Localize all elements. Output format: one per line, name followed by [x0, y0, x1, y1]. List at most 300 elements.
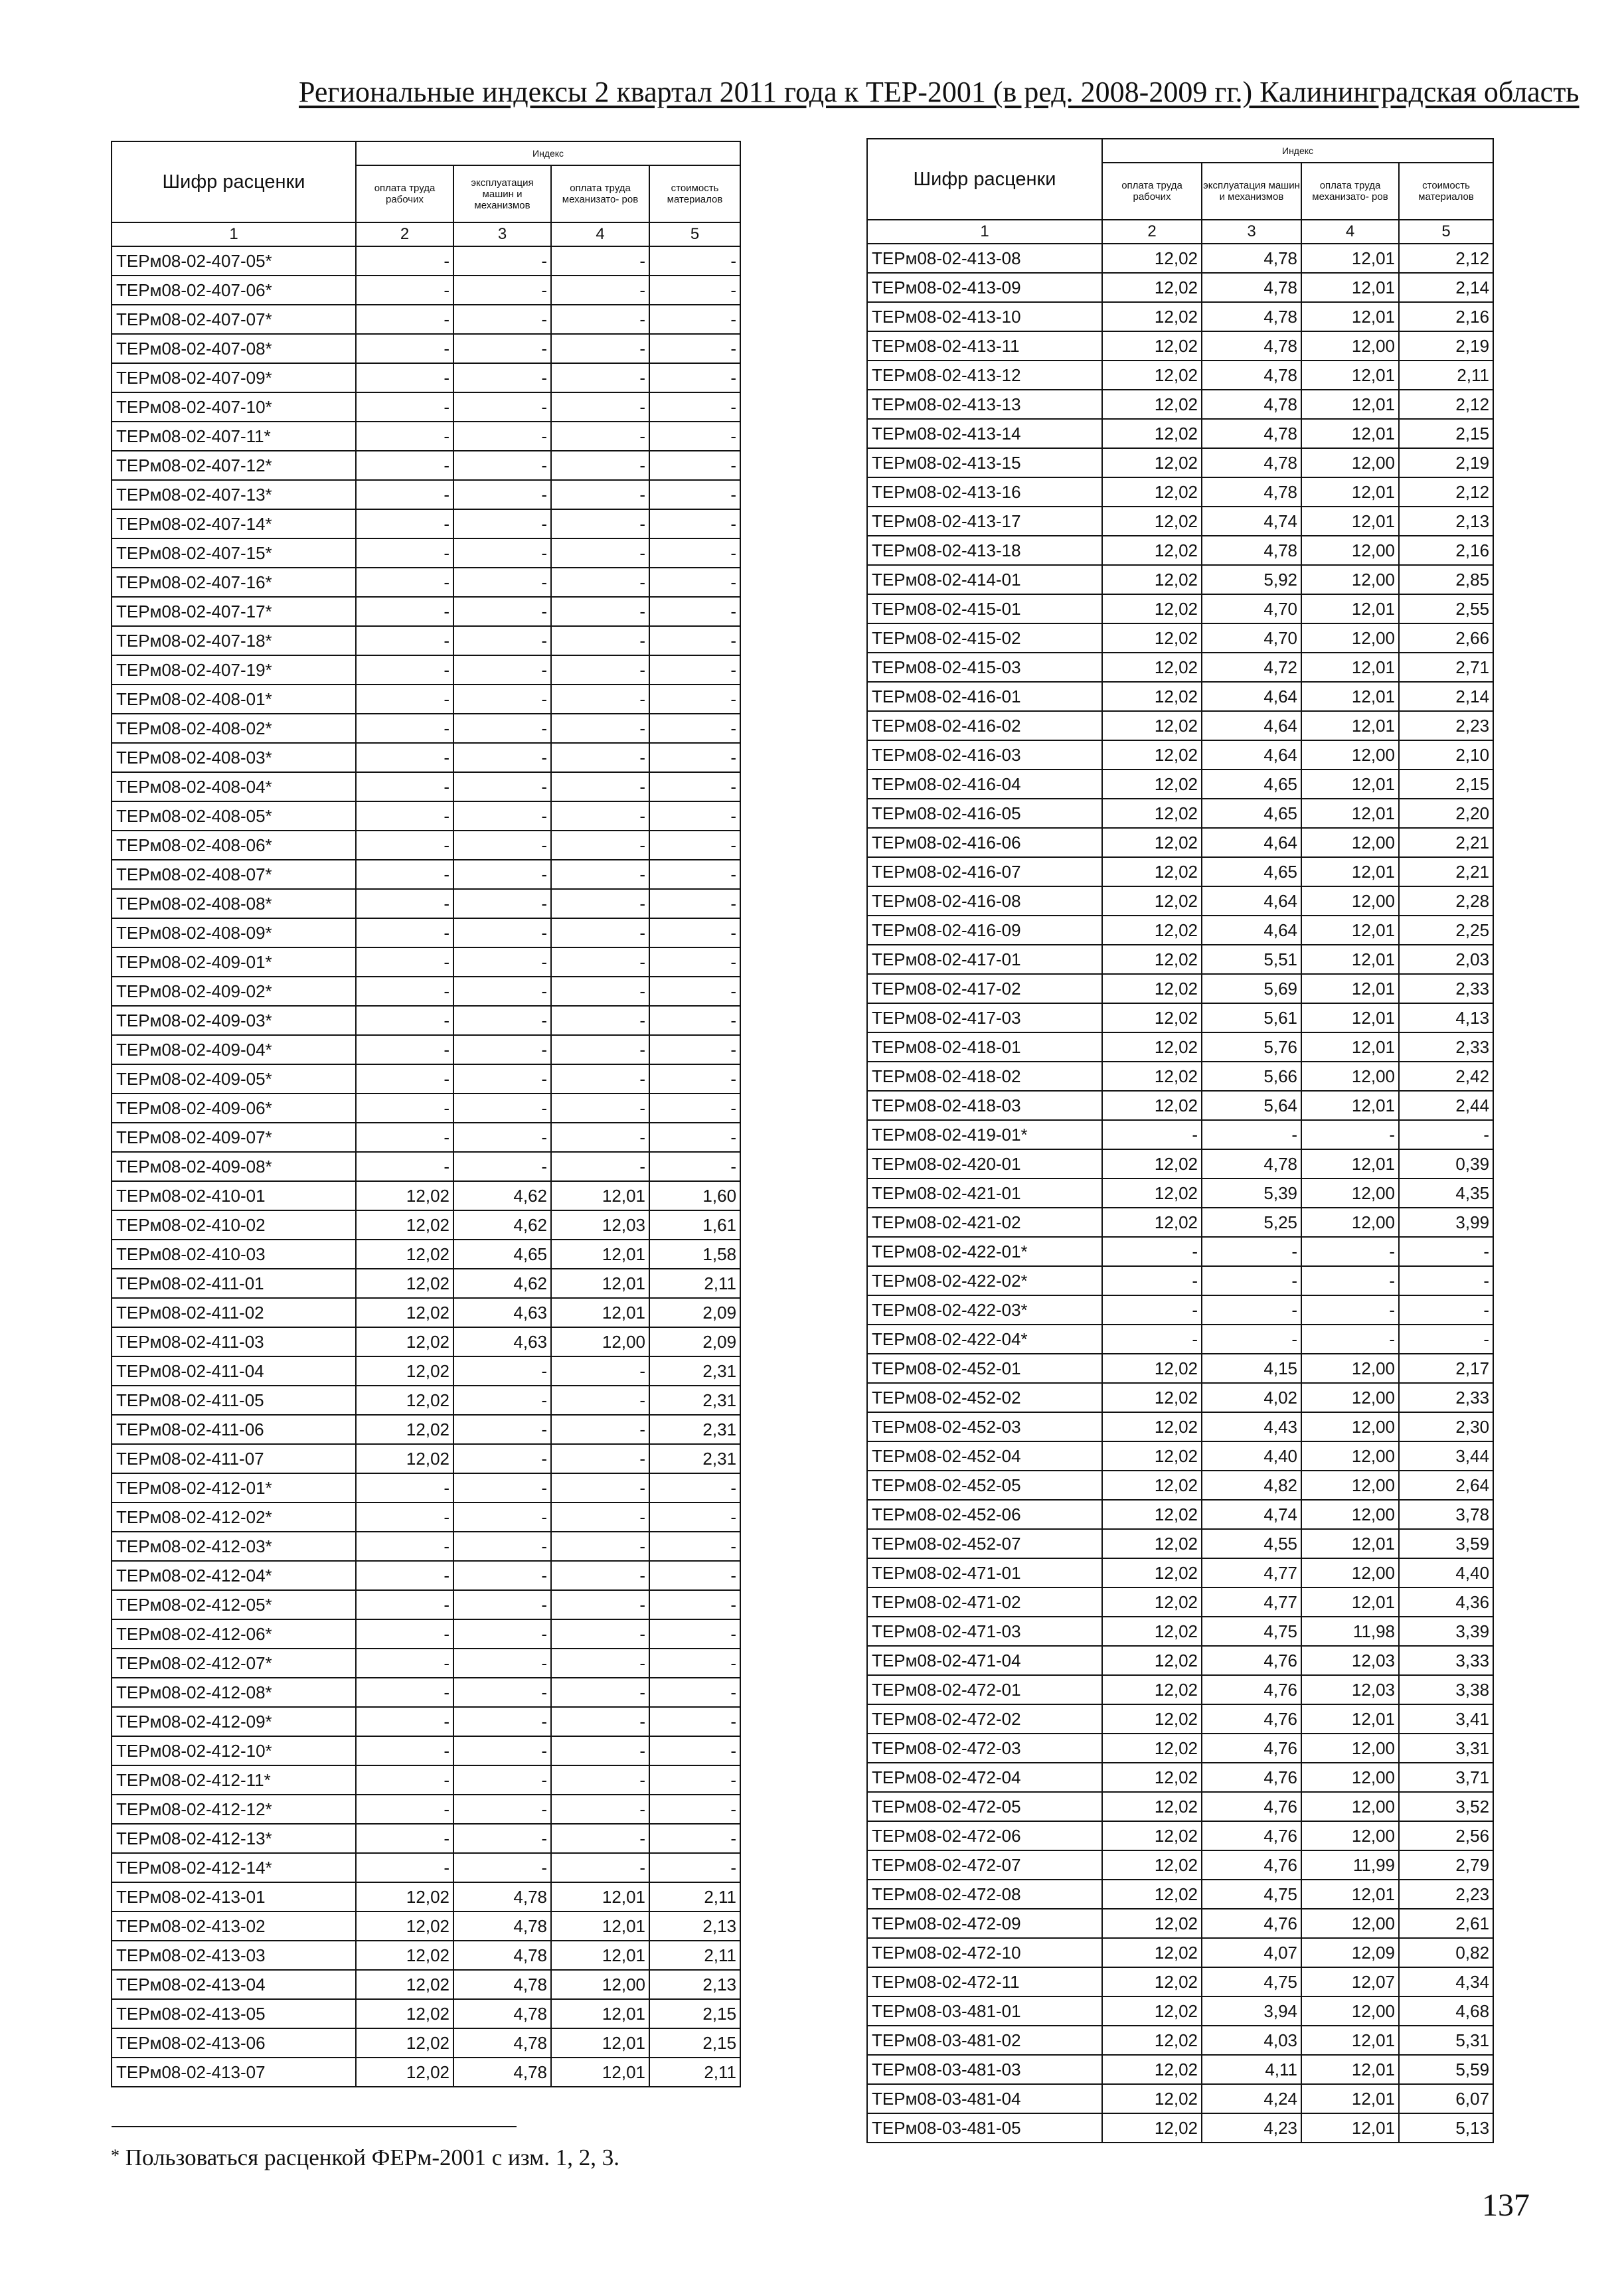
- table-row: [112, 947, 740, 977]
- index-value-cell: -: [356, 568, 453, 597]
- rate-code-cell: ТЕРм08-02-408-08*: [112, 889, 356, 918]
- table-row: [112, 831, 740, 860]
- index-value-cell: 12,02: [1102, 916, 1202, 945]
- rate-code-cell: ТЕРм08-02-409-01*: [112, 947, 356, 977]
- index-value-cell: 2,09: [649, 1298, 740, 1327]
- index-value-cell: -: [551, 1619, 649, 1649]
- table-row: [112, 2028, 740, 2058]
- index-value-cell: 12,01: [1301, 974, 1399, 1003]
- index-value-cell: 2,23: [1399, 711, 1493, 740]
- index-value-cell: 3,31: [1399, 1734, 1493, 1763]
- index-value-cell: 3,33: [1399, 1646, 1493, 1675]
- rate-code-cell: ТЕРм08-02-416-07: [867, 857, 1102, 886]
- rate-code-cell: ТЕРм08-02-413-16: [867, 477, 1102, 507]
- index-value-cell: 12,01: [1301, 1032, 1399, 1062]
- index-value-cell: 12,01: [551, 1999, 649, 2028]
- rate-code-cell: ТЕРм08-02-415-01: [867, 594, 1102, 623]
- index-value-cell: 2,13: [649, 1970, 740, 1999]
- index-value-cell: -: [453, 655, 551, 685]
- index-value-cell: -: [551, 743, 649, 772]
- table-row: [867, 1763, 1493, 1792]
- index-value-cell: 3,78: [1399, 1500, 1493, 1529]
- table-row: [112, 1765, 740, 1795]
- index-value-cell: -: [356, 685, 453, 714]
- index-value-cell: -: [649, 831, 740, 860]
- index-value-cell: -: [1399, 1325, 1493, 1354]
- index-value-cell: -: [649, 977, 740, 1006]
- table-row: [867, 1704, 1493, 1734]
- index-value-cell: -: [551, 947, 649, 977]
- index-value-cell: 12,02: [1102, 682, 1202, 711]
- index-value-cell: 12,02: [1102, 623, 1202, 653]
- index-value-cell: 12,02: [356, 1327, 453, 1356]
- index-value-cell: 2,15: [1399, 419, 1493, 448]
- index-value-cell: -: [649, 1736, 740, 1765]
- table-row: [867, 1120, 1493, 1149]
- table-row: [867, 361, 1493, 390]
- index-value-cell: -: [649, 1473, 740, 1502]
- index-value-cell: 12,00: [1301, 565, 1399, 594]
- index-value-cell: 4,68: [1399, 1996, 1493, 2026]
- rate-code-cell: ТЕРм08-02-407-11*: [112, 422, 356, 451]
- rate-code-cell: ТЕРм08-02-412-09*: [112, 1707, 356, 1736]
- index-value-cell: -: [356, 772, 453, 801]
- index-value-cell: 4,40: [1399, 1558, 1493, 1587]
- rate-code-cell: ТЕРм08-02-452-05: [867, 1471, 1102, 1500]
- index-value-cell: 4,34: [1399, 1967, 1493, 1996]
- index-value-cell: 12,02: [356, 1356, 453, 1386]
- index-value-cell: 12,00: [1301, 1909, 1399, 1938]
- rate-code-cell: ТЕРм08-02-417-03: [867, 1003, 1102, 1032]
- table-row: [867, 1587, 1493, 1617]
- index-value-cell: 12,01: [1301, 1529, 1399, 1558]
- index-value-cell: 4,78: [1202, 331, 1301, 361]
- index-value-cell: -: [551, 1590, 649, 1619]
- table-row: [112, 1152, 740, 1181]
- table-row: [867, 682, 1493, 711]
- index-value-cell: 5,31: [1399, 2026, 1493, 2055]
- index-value-cell: -: [356, 626, 453, 655]
- rate-code-cell: ТЕРм08-02-411-02: [112, 1298, 356, 1327]
- index-value-cell: 2,19: [1399, 331, 1493, 361]
- index-value-cell: -: [551, 1006, 649, 1035]
- table-row: [112, 1941, 740, 1970]
- table-row: [112, 246, 740, 276]
- table-row: [112, 1678, 740, 1707]
- rate-code-cell: ТЕРм08-02-409-05*: [112, 1064, 356, 1094]
- table-row: [867, 799, 1493, 828]
- index-value-cell: 12,02: [1102, 565, 1202, 594]
- index-value-cell: -: [356, 1707, 453, 1736]
- index-value-cell: 4,75: [1202, 1967, 1301, 1996]
- index-value-cell: 4,64: [1202, 682, 1301, 711]
- index-value-cell: 12,00: [1301, 1763, 1399, 1792]
- index-value-cell: -: [356, 860, 453, 889]
- table-row: [867, 653, 1493, 682]
- index-value-cell: 2,31: [649, 1415, 740, 1444]
- header-mech-labor: оплата труда механизато- ров: [551, 165, 649, 222]
- rate-code-cell: ТЕРм08-02-452-07: [867, 1529, 1102, 1558]
- rate-code-cell: ТЕРм08-02-416-09: [867, 916, 1102, 945]
- column-number: 3: [453, 222, 551, 246]
- index-value-cell: 12,02: [1102, 974, 1202, 1003]
- index-value-cell: 12,02: [1102, 2055, 1202, 2084]
- index-value-cell: -: [356, 1678, 453, 1707]
- header-machines: эксплуатация машин и механизмов: [1202, 163, 1301, 220]
- index-value-cell: -: [551, 918, 649, 947]
- index-value-cell: -: [453, 1765, 551, 1795]
- index-value-cell: -: [453, 1064, 551, 1094]
- rate-code-cell: ТЕРм08-02-472-04: [867, 1763, 1102, 1792]
- index-value-cell: -: [649, 1035, 740, 1064]
- index-value-cell: 12,02: [1102, 1967, 1202, 1996]
- index-value-cell: 4,65: [1202, 770, 1301, 799]
- index-value-cell: 2,33: [1399, 1032, 1493, 1062]
- index-value-cell: -: [1301, 1295, 1399, 1325]
- index-value-cell: 12,01: [1301, 594, 1399, 623]
- column-number: 1: [112, 222, 356, 246]
- index-value-cell: -: [551, 1853, 649, 1882]
- index-value-cell: -: [551, 1064, 649, 1094]
- index-value-cell: 5,61: [1202, 1003, 1301, 1032]
- rate-code-cell: ТЕРм08-03-481-02: [867, 2026, 1102, 2055]
- index-value-cell: 12,01: [551, 1882, 649, 1911]
- table-row: [867, 1821, 1493, 1850]
- index-value-cell: 5,76: [1202, 1032, 1301, 1062]
- index-value-cell: -: [649, 1532, 740, 1561]
- index-value-cell: 12,00: [1301, 1383, 1399, 1412]
- table-row: [112, 1210, 740, 1240]
- index-value-cell: 12,01: [1301, 1003, 1399, 1032]
- index-value-cell: 12,02: [1102, 1412, 1202, 1441]
- index-value-cell: 2,16: [1399, 536, 1493, 565]
- rates-table-left: [111, 141, 741, 2087]
- rate-code-cell: ТЕРм08-02-452-02: [867, 1383, 1102, 1412]
- index-value-cell: 4,78: [1202, 361, 1301, 390]
- index-value-cell: 12,03: [1301, 1675, 1399, 1704]
- index-value-cell: -: [551, 1386, 649, 1415]
- index-value-cell: 4,02: [1202, 1383, 1301, 1412]
- column-number: 2: [356, 222, 453, 246]
- table-row: [112, 538, 740, 568]
- index-value-cell: 4,63: [453, 1327, 551, 1356]
- index-value-cell: 2,15: [649, 2028, 740, 2058]
- index-value-cell: 4,65: [1202, 799, 1301, 828]
- index-value-cell: -: [649, 1502, 740, 1532]
- index-value-cell: 4,82: [1202, 1471, 1301, 1500]
- index-value-cell: 12,02: [1102, 2113, 1202, 2143]
- rate-code-cell: ТЕРм08-02-411-04: [112, 1356, 356, 1386]
- index-value-cell: -: [649, 246, 740, 276]
- rate-code-cell: ТЕРм08-02-414-01: [867, 565, 1102, 594]
- index-value-cell: 12,01: [1301, 2084, 1399, 2113]
- index-value-cell: 12,00: [551, 1327, 649, 1356]
- table-row: [867, 623, 1493, 653]
- rate-code-cell: ТЕРм08-02-407-16*: [112, 568, 356, 597]
- table-row: [112, 1444, 740, 1473]
- index-value-cell: -: [356, 743, 453, 772]
- table-row: [112, 363, 740, 392]
- index-value-cell: 4,75: [1202, 1880, 1301, 1909]
- index-value-cell: 12,02: [1102, 1646, 1202, 1675]
- index-value-cell: 4,74: [1202, 507, 1301, 536]
- table-row: [867, 1558, 1493, 1587]
- index-value-cell: 12,02: [1102, 1149, 1202, 1178]
- index-value-cell: 2,31: [649, 1386, 740, 1415]
- table-row: [112, 1240, 740, 1269]
- rate-code-cell: ТЕРм08-02-472-11: [867, 1967, 1102, 1996]
- index-value-cell: 4,78: [453, 1999, 551, 2028]
- index-value-cell: 4,43: [1202, 1412, 1301, 1441]
- footnote-text: Пользоваться расценкой ФЕРм-2001 с изм. 1, 2, 3.: [125, 2145, 620, 2170]
- index-value-cell: -: [649, 597, 740, 626]
- table-row: [112, 1911, 740, 1941]
- table-row: [867, 565, 1493, 594]
- index-value-cell: 12,00: [1301, 1471, 1399, 1500]
- index-value-cell: 12,02: [356, 1269, 453, 1298]
- rate-code-cell: ТЕРм08-02-410-01: [112, 1181, 356, 1210]
- index-value-cell: 12,00: [1301, 1821, 1399, 1850]
- index-value-cell: 2,14: [1399, 682, 1493, 711]
- table-row: [112, 1356, 740, 1386]
- index-value-cell: 3,71: [1399, 1763, 1493, 1792]
- index-value-cell: 5,59: [1399, 2055, 1493, 2084]
- rate-code-cell: ТЕРм08-02-421-01: [867, 1178, 1102, 1208]
- index-value-cell: -: [356, 1619, 453, 1649]
- index-value-cell: 1,61: [649, 1210, 740, 1240]
- index-value-cell: -: [453, 1707, 551, 1736]
- index-value-cell: 12,01: [1301, 945, 1399, 974]
- index-value-cell: 4,74: [1202, 1500, 1301, 1529]
- index-value-cell: 12,02: [1102, 536, 1202, 565]
- rate-code-cell: ТЕРм08-02-407-06*: [112, 276, 356, 305]
- index-value-cell: 12,02: [1102, 1734, 1202, 1763]
- index-value-cell: -: [453, 831, 551, 860]
- table-row: [112, 714, 740, 743]
- index-value-cell: 4,78: [1202, 536, 1301, 565]
- index-value-cell: 4,72: [1202, 653, 1301, 682]
- index-value-cell: -: [1102, 1266, 1202, 1295]
- footnote-rule: [112, 2126, 517, 2127]
- index-value-cell: -: [453, 889, 551, 918]
- index-value-cell: 12,02: [1102, 1996, 1202, 2026]
- index-value-cell: -: [453, 743, 551, 772]
- table-row: [112, 422, 740, 451]
- index-value-cell: -: [453, 1649, 551, 1678]
- table-row: [867, 390, 1493, 419]
- index-value-cell: 12,00: [1301, 1354, 1399, 1383]
- index-value-cell: -: [649, 1853, 740, 1882]
- index-value-cell: -: [649, 568, 740, 597]
- index-value-cell: -: [649, 1649, 740, 1678]
- table-row: [112, 1795, 740, 1824]
- table-row: [867, 536, 1493, 565]
- rate-code-cell: ТЕРм08-02-471-01: [867, 1558, 1102, 1587]
- index-value-cell: -: [1102, 1295, 1202, 1325]
- rate-code-cell: ТЕРм08-02-407-08*: [112, 334, 356, 363]
- index-value-cell: 12,00: [1301, 448, 1399, 477]
- index-value-cell: 4,76: [1202, 1704, 1301, 1734]
- table-row: [867, 1237, 1493, 1266]
- index-value-cell: 2,11: [1399, 361, 1493, 390]
- table-row: [112, 1327, 740, 1356]
- table-row: [867, 1850, 1493, 1880]
- table-row: [112, 860, 740, 889]
- rate-code-cell: ТЕРм08-02-471-04: [867, 1646, 1102, 1675]
- index-value-cell: -: [1399, 1237, 1493, 1266]
- index-value-cell: 2,21: [1399, 828, 1493, 857]
- rate-code-cell: ТЕРм08-02-472-08: [867, 1880, 1102, 1909]
- table-row: [867, 770, 1493, 799]
- index-value-cell: -: [356, 1736, 453, 1765]
- table-row: [867, 1149, 1493, 1178]
- index-value-cell: 12,07: [1301, 1967, 1399, 1996]
- table-row: [112, 1473, 740, 1502]
- index-value-cell: -: [1399, 1295, 1493, 1325]
- index-value-cell: 4,77: [1202, 1558, 1301, 1587]
- index-value-cell: -: [356, 889, 453, 918]
- index-value-cell: 4,55: [1202, 1529, 1301, 1558]
- index-value-cell: -: [649, 1123, 740, 1152]
- index-value-cell: 12,01: [1301, 361, 1399, 390]
- index-value-cell: -: [551, 1094, 649, 1123]
- index-value-cell: 2,15: [649, 1999, 740, 2028]
- index-value-cell: 12,02: [1102, 507, 1202, 536]
- index-value-cell: 12,02: [356, 1386, 453, 1415]
- index-value-cell: -: [649, 655, 740, 685]
- header-index: Индекс: [1102, 139, 1493, 163]
- index-value-cell: -: [453, 538, 551, 568]
- index-value-cell: 2,66: [1399, 623, 1493, 653]
- rate-code-cell: ТЕРм08-02-413-11: [867, 331, 1102, 361]
- table-row: [112, 1006, 740, 1035]
- index-value-cell: 4,35: [1399, 1178, 1493, 1208]
- index-value-cell: 12,02: [1102, 1821, 1202, 1850]
- table-row: [112, 1532, 740, 1561]
- index-value-cell: -: [551, 655, 649, 685]
- table-row: [867, 740, 1493, 770]
- index-value-cell: -: [1301, 1325, 1399, 1354]
- rate-code-cell: ТЕРм08-02-415-02: [867, 623, 1102, 653]
- rate-code-cell: ТЕРм08-02-407-05*: [112, 246, 356, 276]
- index-value-cell: 12,02: [1102, 1441, 1202, 1471]
- index-value-cell: -: [649, 714, 740, 743]
- index-value-cell: 12,09: [1301, 1938, 1399, 1967]
- rate-code-cell: ТЕРм08-02-413-04: [112, 1970, 356, 1999]
- index-value-cell: -: [356, 1590, 453, 1619]
- index-value-cell: -: [649, 1795, 740, 1824]
- index-value-cell: 12,01: [551, 1240, 649, 1269]
- index-value-cell: -: [1202, 1266, 1301, 1295]
- index-value-cell: -: [551, 509, 649, 538]
- header-labor: оплата труда рабочих: [1102, 163, 1202, 220]
- table-row: [867, 1208, 1493, 1237]
- index-value-cell: 3,99: [1399, 1208, 1493, 1237]
- table-row: [112, 1386, 740, 1415]
- rate-code-cell: ТЕРм08-02-413-12: [867, 361, 1102, 390]
- index-value-cell: -: [649, 480, 740, 509]
- index-value-cell: -: [649, 1064, 740, 1094]
- index-value-cell: -: [551, 1649, 649, 1678]
- column-number: 3: [1202, 220, 1301, 244]
- index-value-cell: 4,76: [1202, 1792, 1301, 1821]
- index-value-cell: 4,40: [1202, 1441, 1301, 1471]
- rate-code-cell: ТЕРм08-02-415-03: [867, 653, 1102, 682]
- table-row: [867, 331, 1493, 361]
- table-row: [112, 334, 740, 363]
- index-value-cell: 12,01: [551, 2028, 649, 2058]
- rate-code-cell: ТЕРм08-02-416-02: [867, 711, 1102, 740]
- index-value-cell: -: [356, 1094, 453, 1123]
- rate-code-cell: ТЕРм08-02-407-07*: [112, 305, 356, 334]
- index-value-cell: 4,36: [1399, 1587, 1493, 1617]
- rate-code-cell: ТЕРм08-02-472-03: [867, 1734, 1102, 1763]
- rate-code-cell: ТЕРм08-02-407-14*: [112, 509, 356, 538]
- index-value-cell: 2,11: [649, 1941, 740, 1970]
- index-value-cell: -: [1102, 1325, 1202, 1354]
- index-value-cell: -: [551, 977, 649, 1006]
- index-value-cell: -: [649, 538, 740, 568]
- rate-code-cell: ТЕРм08-02-408-02*: [112, 714, 356, 743]
- index-value-cell: 2,21: [1399, 857, 1493, 886]
- table-row: [112, 1649, 740, 1678]
- index-value-cell: -: [551, 305, 649, 334]
- table-row: [867, 1295, 1493, 1325]
- rate-code-cell: ТЕРм08-02-407-12*: [112, 451, 356, 480]
- index-value-cell: -: [356, 246, 453, 276]
- footnote: [111, 2143, 619, 2174]
- rate-code-cell: ТЕРм08-02-409-07*: [112, 1123, 356, 1152]
- index-value-cell: 12,02: [1102, 1792, 1202, 1821]
- index-value-cell: 12,01: [1301, 390, 1399, 419]
- index-value-cell: -: [453, 685, 551, 714]
- index-value-cell: 12,02: [356, 1210, 453, 1240]
- index-value-cell: 4,78: [453, 1941, 551, 1970]
- index-value-cell: -: [551, 334, 649, 363]
- header-code: Шифр расценки: [112, 141, 356, 222]
- index-value-cell: 12,02: [1102, 1909, 1202, 1938]
- index-value-cell: -: [453, 597, 551, 626]
- index-value-cell: 12,02: [356, 1181, 453, 1210]
- rate-code-cell: ТЕРм08-02-413-13: [867, 390, 1102, 419]
- table-row: [112, 626, 740, 655]
- index-value-cell: -: [1202, 1237, 1301, 1266]
- index-value-cell: -: [453, 334, 551, 363]
- index-value-cell: 12,02: [1102, 1178, 1202, 1208]
- index-value-cell: -: [453, 392, 551, 422]
- index-value-cell: 2,56: [1399, 1821, 1493, 1850]
- table-row: [867, 448, 1493, 477]
- index-value-cell: 12,02: [1102, 302, 1202, 331]
- index-value-cell: 5,92: [1202, 565, 1301, 594]
- index-value-cell: 4,78: [453, 1882, 551, 1911]
- table-row: [112, 1561, 740, 1590]
- index-value-cell: -: [453, 422, 551, 451]
- rate-code-cell: ТЕРм08-02-409-04*: [112, 1035, 356, 1064]
- index-value-cell: 4,63: [453, 1298, 551, 1327]
- rate-code-cell: ТЕРм08-02-416-03: [867, 740, 1102, 770]
- index-value-cell: -: [356, 655, 453, 685]
- index-value-cell: 12,02: [1102, 1558, 1202, 1587]
- index-value-cell: 2,20: [1399, 799, 1493, 828]
- rate-code-cell: ТЕРм08-02-407-19*: [112, 655, 356, 685]
- index-value-cell: 12,00: [1301, 1500, 1399, 1529]
- index-value-cell: 12,02: [356, 1941, 453, 1970]
- table-row: [867, 1734, 1493, 1763]
- index-value-cell: -: [551, 1473, 649, 1502]
- rate-code-cell: ТЕРм08-02-472-02: [867, 1704, 1102, 1734]
- rate-code-cell: ТЕРм08-02-418-03: [867, 1091, 1102, 1120]
